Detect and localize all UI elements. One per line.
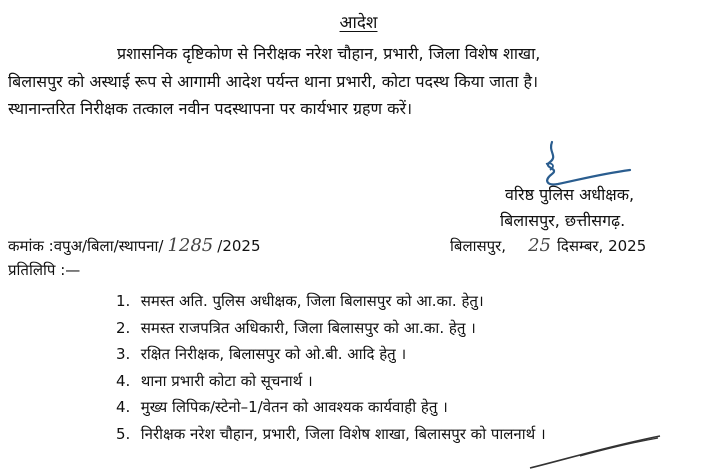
reference-suffix: /2025 — [217, 237, 261, 255]
order-paragraph-line-1: प्रशासनिक दृष्टिकोण से निरीक्षक नरेश चौहान, प्रभारी, जिला विशेष शाखा, — [117, 44, 541, 63]
list-item: 4. थाना प्रभारी कोटा को सूचनार्थ । — [116, 371, 313, 390]
signatory-designation: वरिष्ठ पुलिस अधीक्षक, — [505, 185, 635, 204]
date-line — [450, 235, 646, 256]
list-item: 4. मुख्य लिपिक/स्टेनो–1/वेतन को आवश्यक कार्यवाही हेतु । — [116, 398, 448, 416]
list-item: 5. निरीक्षक नरेश चौहान, प्रभारी, जिला विशेष शाखा, बिलासपुर को पालनार्थ । — [116, 424, 546, 443]
date-handwritten-day: 25 — [528, 235, 551, 256]
reference-handwritten-number: 1285 — [167, 235, 214, 256]
copy-to-heading: प्रतिलिपि :— — [8, 261, 81, 279]
date-place: बिलासपुर, — [450, 237, 507, 255]
order-paragraph-line-2: बिलासपुर को अस्थाई रूप से आगामी आदेश पर्यन्त थाना प्रभारी, कोटा पदस्थ किया जाता है। — [8, 72, 539, 91]
date-month-year: दिसम्बर, 2025 — [556, 237, 647, 255]
reference-prefix: कमांक :वपुअ/बिला/स्थापना/ — [8, 237, 164, 255]
order-paragraph-line-3: स्थानान्तरित निरीक्षक तत्काल नवीन पदस्थापना पर कार्यभार ग्रहण करें। — [8, 99, 413, 118]
copy-to-list — [116, 288, 546, 447]
list-item: 2. समस्त राजपत्रित अधिकारी, जिला बिलासपुर को आ.का. हेतु । — [116, 318, 476, 337]
reference-number — [8, 235, 261, 256]
signatory-place: बिलासपुर, छत्तीसगढ़. — [500, 211, 626, 230]
document-title: आदेश — [339, 13, 378, 33]
list-item: 3. रक्षित निरीक्षक, बिलासपुर को ओ.बी. आदि हेतु । — [116, 345, 407, 363]
initial-stroke-icon — [520, 432, 670, 470]
list-item: 1. समस्त अति. पुलिस अधीक्षक, जिला बिलासपुर को आ.का. हेतु। — [116, 292, 484, 310]
